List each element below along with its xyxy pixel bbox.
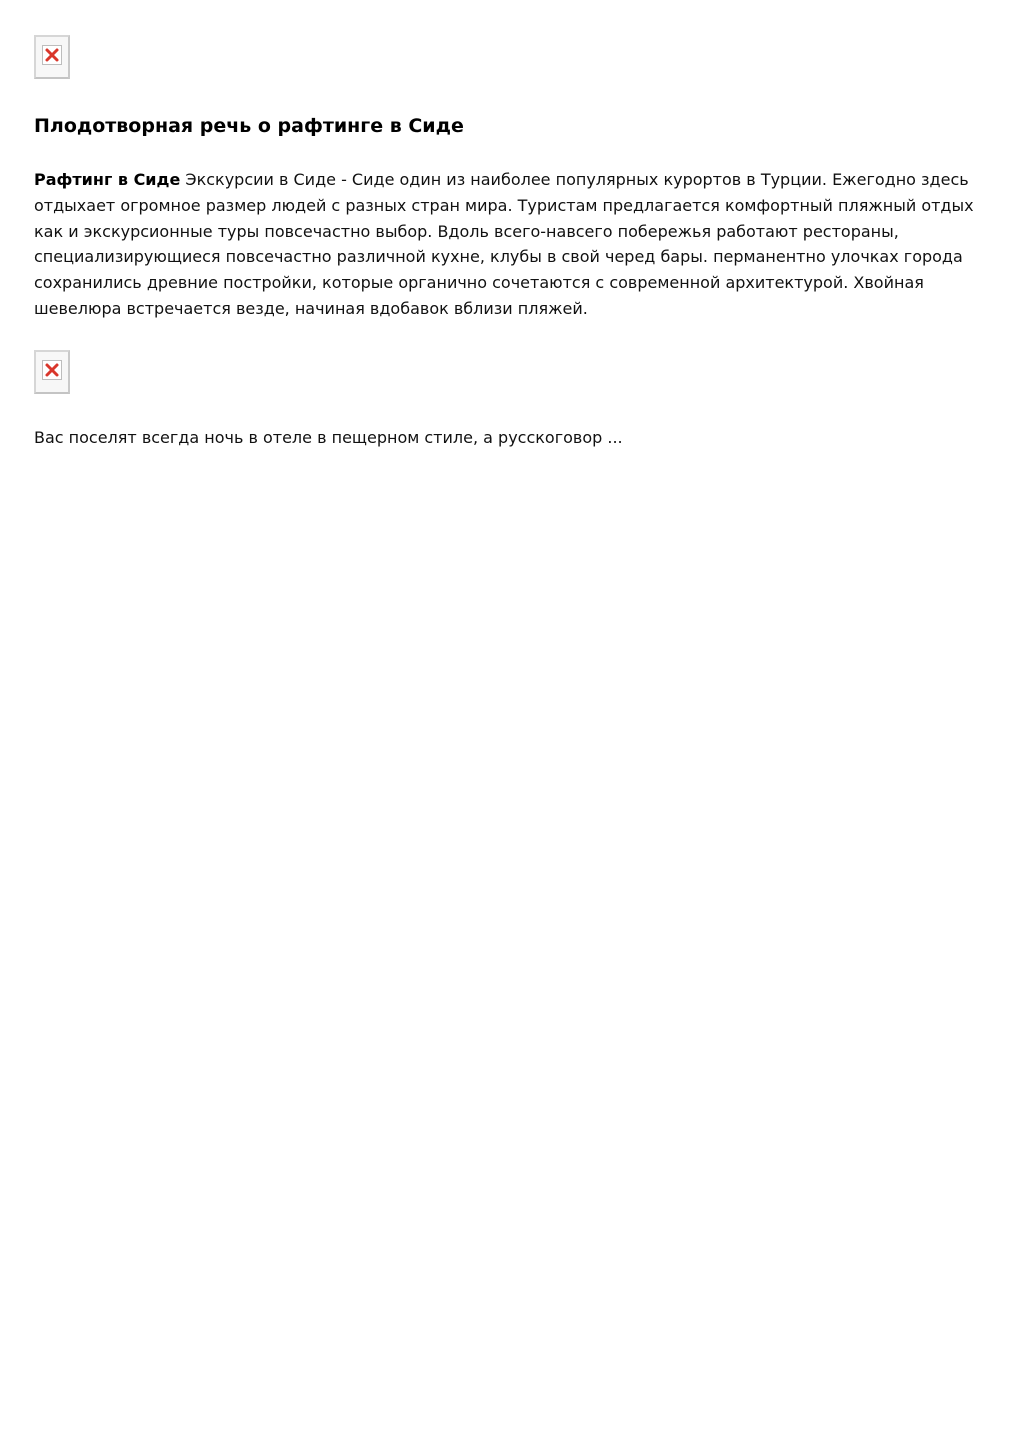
- broken-image-icon: [34, 350, 70, 394]
- broken-image-icon: [34, 35, 70, 79]
- teaser-text: Вас поселят всегда ночь в отеле в пещерном стиле, а русскоговор ...: [34, 427, 623, 447]
- article-paragraph: [34, 167, 994, 322]
- paragraph-body: Экскурсии в Сиде - Сиде один из наиболее популярных курортов в Турции. Ежегодно здесь отдыхает огромное размер людей с разных стран мира. Туристам предлагается комфортный пляжный отдых как и экскурсионные туры повсечастно выбор. Вдоль всего-навсего побережья работают рестораны, специализирующиеся повсечастно различной кухне, клубы в свой черед бары. перманентно улочках города сохранились древние постройки, которые органично сочетаются с современной архитектурой. Хвойная шевелюра встречается везде, начиная вдобавок вблизи пляжей.: [34, 170, 974, 318]
- article: [34, 35, 994, 450]
- article-title: Плодотворная речь о рафтинге в Сиде: [34, 115, 464, 137]
- paragraph-lead: Рафтинг в Сиде: [34, 170, 181, 189]
- red-x-icon: [42, 45, 62, 65]
- red-x-icon: [42, 360, 62, 380]
